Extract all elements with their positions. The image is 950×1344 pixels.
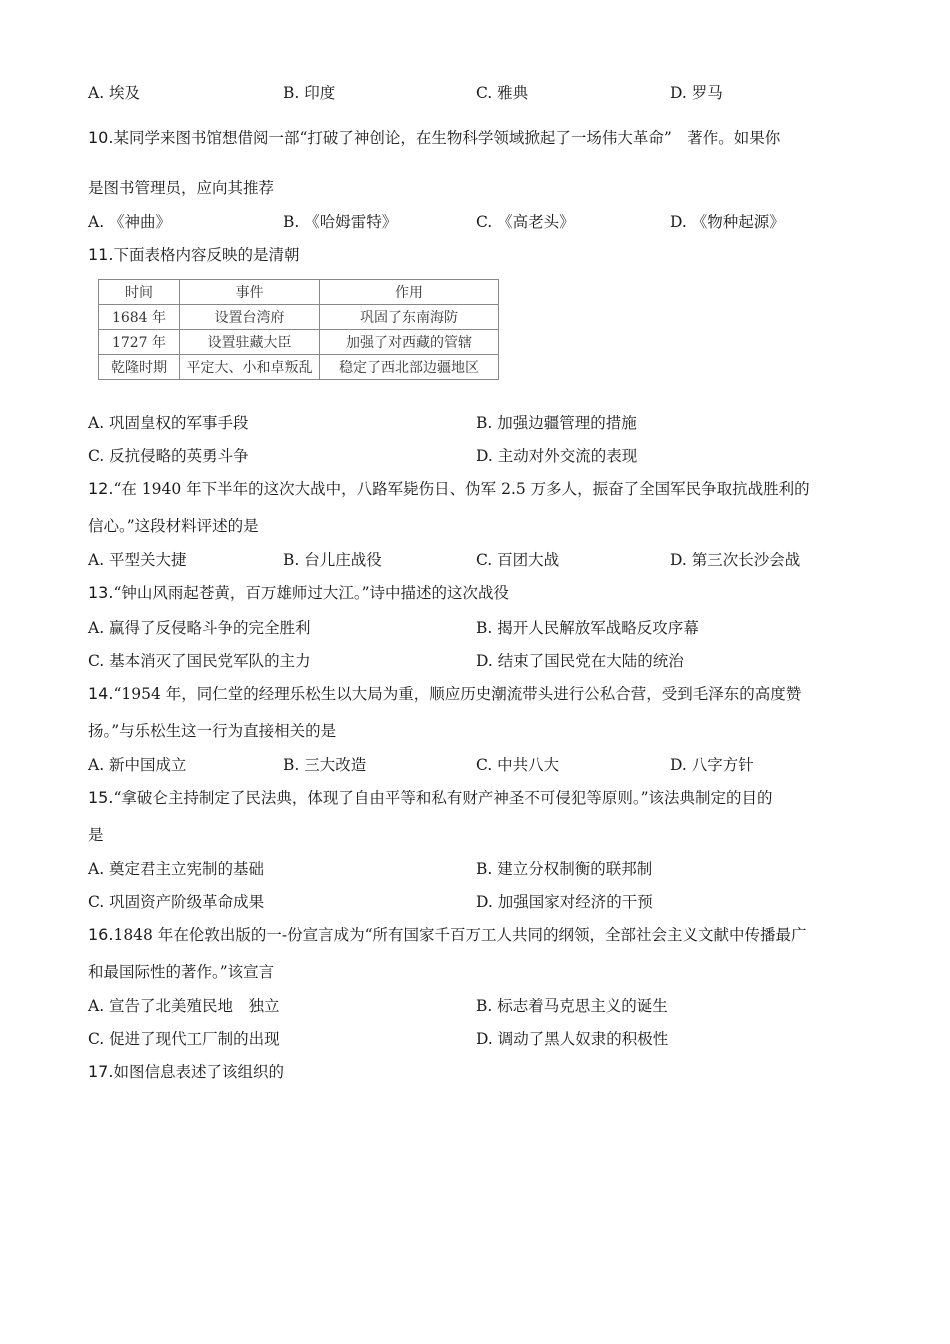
q10-option-c: C. 《高老头》 bbox=[476, 213, 575, 231]
table-cell: 稳定了西北部边疆地区 bbox=[320, 355, 499, 380]
q14-option-d: D. 八字方针 bbox=[670, 756, 754, 774]
q14-line1: “1954 年，同仁堂的经理乐松生以大局为重，顺应历史潮流带头进行公私合营，受到毛泽东的高度赞 bbox=[113, 685, 802, 703]
q15-line1: “拿破仑主持制定了民法典，体现了自由平等和私有财产神圣不可侵犯等原则。”该法典制定的目的 bbox=[113, 789, 773, 807]
q13-option-a: A. 赢得了反侵略斗争的完全胜利 bbox=[88, 619, 311, 637]
table-row bbox=[99, 330, 499, 355]
q10-line1: 某同学来图书馆想借阅一部“打破了神创论，在生物科学领域掀起了一场伟大革命” 著作。如果你 bbox=[113, 129, 781, 147]
q13-option-d: D. 结束了国民党在大陆的统治 bbox=[476, 652, 684, 670]
q17-number: 17. bbox=[88, 1062, 114, 1081]
q15-option-b: B. 建立分权制衡的联邦制 bbox=[476, 860, 653, 878]
q14-option-b: B. 三大改造 bbox=[283, 756, 367, 774]
q13-stem bbox=[88, 581, 509, 603]
q13-option-b: B. 揭开人民解放军战略反攻序幕 bbox=[476, 619, 699, 637]
q9-option-d: D. 罗马 bbox=[670, 84, 723, 102]
q15-number: 15. bbox=[88, 788, 114, 807]
q13-line1: “钟山风雨起苍黄，百万雄师过大江。”诗中描述的这次战役 bbox=[113, 584, 510, 602]
q11-option-d: D. 主动对外交流的表现 bbox=[476, 447, 638, 465]
table-cell: 乾隆时期 bbox=[99, 355, 180, 380]
q11-stem bbox=[88, 243, 299, 265]
table-cell: 加强了对西藏的管辖 bbox=[320, 330, 499, 355]
q14-option-a: A. 新中国成立 bbox=[88, 756, 187, 774]
q12-number: 12. bbox=[88, 479, 114, 498]
q15-option-d: D. 加强国家对经济的干预 bbox=[476, 893, 653, 911]
q9-option-a: A. 埃及 bbox=[88, 84, 141, 102]
q15-option-c: C. 巩固资产阶级革命成果 bbox=[88, 893, 265, 911]
q12-option-c: C. 百团大战 bbox=[476, 551, 560, 569]
table-header-effect: 作用 bbox=[320, 280, 499, 305]
q10-option-d: D. 《物种起源》 bbox=[670, 213, 785, 231]
q12-stem bbox=[88, 477, 810, 499]
q12-option-a: A. 平型关大捷 bbox=[88, 551, 187, 569]
table-row bbox=[99, 305, 499, 330]
q11-option-a: A. 巩固皇权的军事手段 bbox=[88, 414, 249, 432]
q13-number: 13. bbox=[88, 583, 114, 602]
table-row bbox=[99, 355, 499, 380]
q12-option-b: B. 台儿庄战役 bbox=[283, 551, 382, 569]
table-header-event: 事件 bbox=[180, 280, 320, 305]
q14-option-c: C. 中共八大 bbox=[476, 756, 560, 774]
q15-stem bbox=[88, 786, 773, 808]
q15-line2: 是 bbox=[88, 826, 104, 844]
q16-line1: 1848 年在伦敦出版的一-份宣言成为“所有国家千百万工人共同的纲领，全部社会主义文献中传播最广 bbox=[113, 926, 807, 944]
q12-line1: “在 1940 年下半年的这次大战中，八路军毙伤日、伪军 2.5 万多人，振奋了全国军民争取抗战胜利的 bbox=[113, 480, 810, 498]
q9-option-b: B. 印度 bbox=[283, 84, 336, 102]
q14-number: 14. bbox=[88, 684, 114, 703]
q16-stem bbox=[88, 923, 807, 945]
q16-option-c: C. 促进了现代工厂制的出现 bbox=[88, 1030, 280, 1048]
q10-stem bbox=[88, 126, 780, 148]
q16-option-b: B. 标志着马克思主义的诞生 bbox=[476, 997, 668, 1015]
q16-option-a: A. 宣告了北美殖民地 独立 bbox=[88, 997, 280, 1015]
q17-stem bbox=[88, 1060, 284, 1082]
table-cell: 设置台湾府 bbox=[180, 305, 320, 330]
q14-line2: 扬。”与乐松生这一行为直接相关的是 bbox=[88, 722, 337, 740]
q16-line2: 和最国际性的著作。”该宣言 bbox=[88, 963, 275, 981]
q16-number: 16. bbox=[88, 925, 114, 944]
table-header-row bbox=[99, 280, 499, 305]
q10-line2: 是图书管理员，应向其推荐 bbox=[88, 179, 275, 197]
q17-line1: 如图信息表述了该组织的 bbox=[113, 1063, 284, 1081]
q12-option-d: D. 第三次长沙会战 bbox=[670, 551, 801, 569]
table-cell: 设置驻藏大臣 bbox=[180, 330, 320, 355]
q10-option-b: B. 《哈姆雷特》 bbox=[283, 213, 398, 231]
q15-option-a: A. 奠定君主立宪制的基础 bbox=[88, 860, 265, 878]
q16-option-d: D. 调动了黑人奴隶的积极性 bbox=[476, 1030, 669, 1048]
table-header-time: 时间 bbox=[99, 280, 180, 305]
q10-option-a: A. 《神曲》 bbox=[88, 213, 172, 231]
q11-option-b: B. 加强边疆管理的措施 bbox=[476, 414, 637, 432]
q10-number: 10. bbox=[88, 128, 114, 147]
q9-option-c: C. 雅典 bbox=[476, 84, 529, 102]
table-cell: 1727 年 bbox=[99, 330, 180, 355]
table-cell: 巩固了东南海防 bbox=[320, 305, 499, 330]
q14-stem bbox=[88, 682, 801, 704]
q11-table bbox=[98, 279, 499, 380]
table-cell: 平定大、小和卓叛乱 bbox=[180, 355, 320, 380]
table-cell: 1684 年 bbox=[99, 305, 180, 330]
q12-line2: 信心。”这段材料评述的是 bbox=[88, 517, 259, 535]
q11-number: 11. bbox=[88, 245, 114, 264]
q11-line1: 下面表格内容反映的是清朝 bbox=[113, 246, 300, 264]
q11-option-c: C. 反抗侵略的英勇斗争 bbox=[88, 447, 249, 465]
q13-option-c: C. 基本消灭了国民党军队的主力 bbox=[88, 652, 311, 670]
